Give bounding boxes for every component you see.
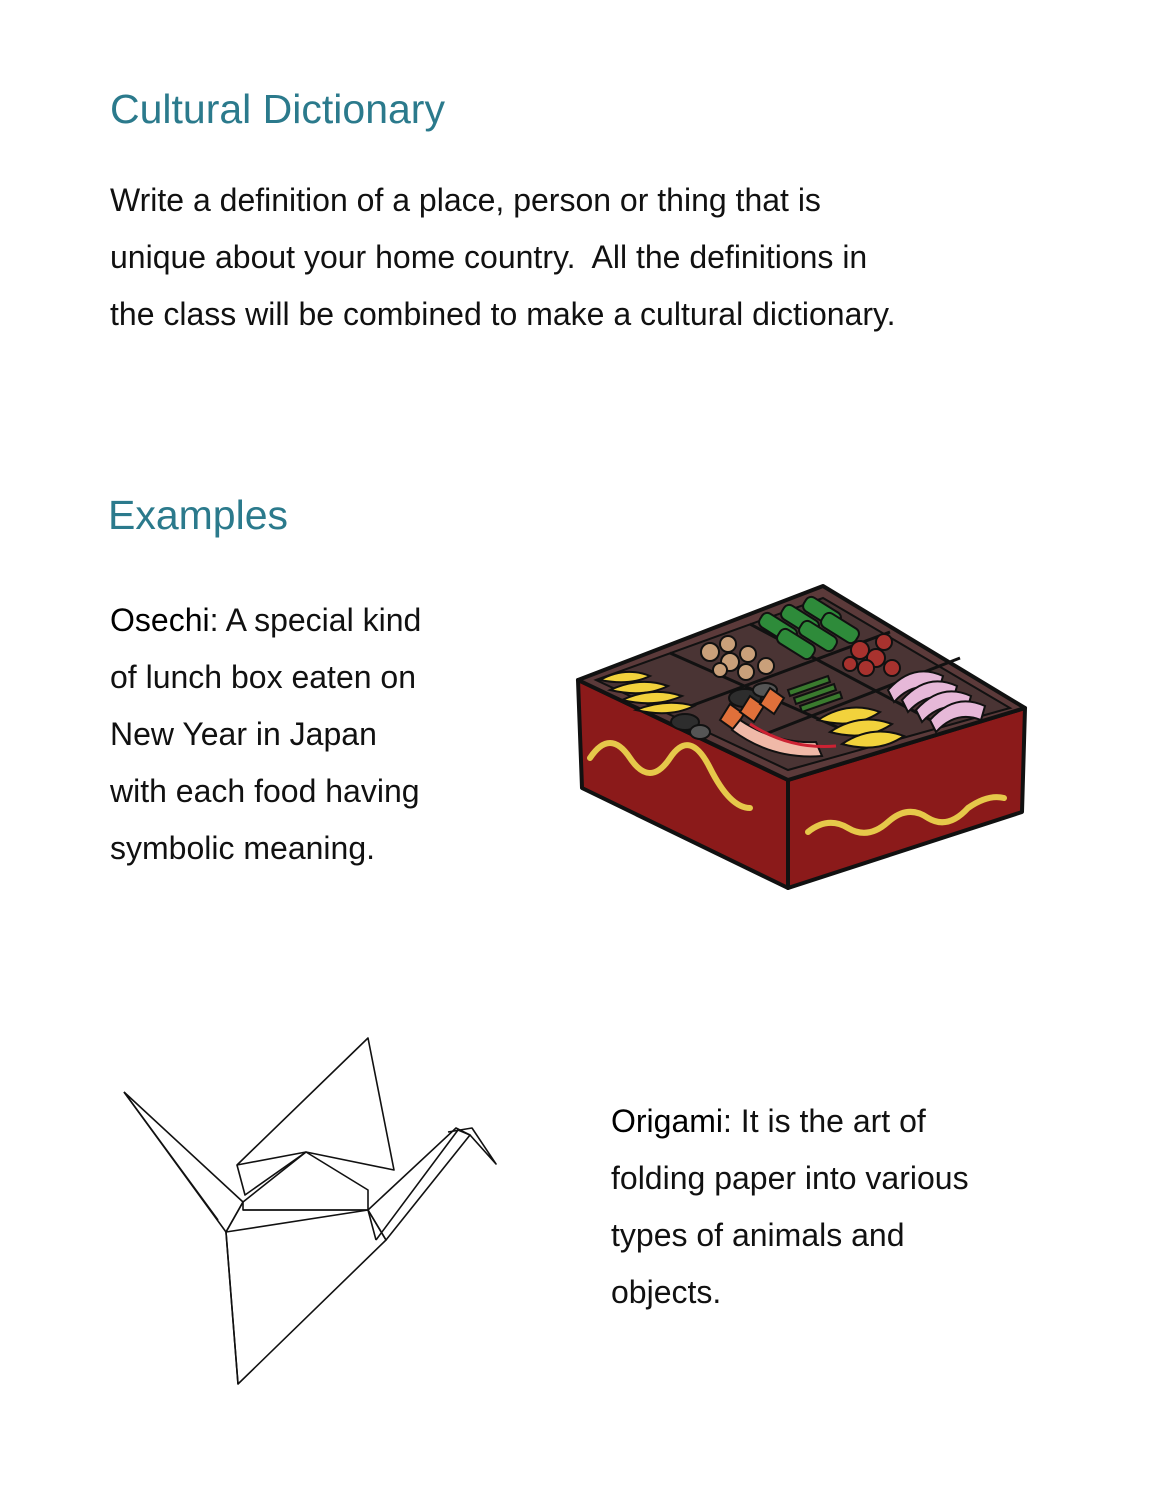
origami-line: objects.: [611, 1274, 722, 1310]
osechi-definition: [110, 592, 530, 877]
intro-line: Write a definition of a place, person or thing that is: [110, 182, 821, 218]
osechi-line: New Year in Japan: [110, 716, 377, 752]
osechi-term: Osechi: [110, 602, 210, 638]
page-title: Cultural Dictionary: [110, 86, 445, 132]
origami-line: folding paper into various: [611, 1160, 969, 1196]
origami-line-1: [611, 1093, 1071, 1150]
origami-definition: [611, 1093, 1071, 1321]
intro-line: the class will be combined to make a cultural dictionary.: [110, 296, 896, 332]
examples-heading: Examples: [108, 492, 289, 538]
osechi-line: of lunch box eaten on: [110, 659, 417, 695]
osechi-line: with each food having: [110, 773, 420, 809]
osechi-definition-start: : A special kind: [209, 602, 422, 638]
osechi-line-1: [110, 592, 530, 649]
origami-definition-start: : It is the art of: [723, 1103, 926, 1139]
origami-crane-illustration: [118, 1030, 503, 1390]
origami-line: types of animals and: [611, 1217, 905, 1253]
origami-term: Origami: [611, 1103, 724, 1139]
intro-line: unique about your home country. All the definitions in: [110, 239, 868, 275]
intro-paragraph: [110, 172, 1070, 343]
osechi-box-illustration: [570, 580, 1035, 892]
osechi-line: symbolic meaning.: [110, 830, 375, 866]
